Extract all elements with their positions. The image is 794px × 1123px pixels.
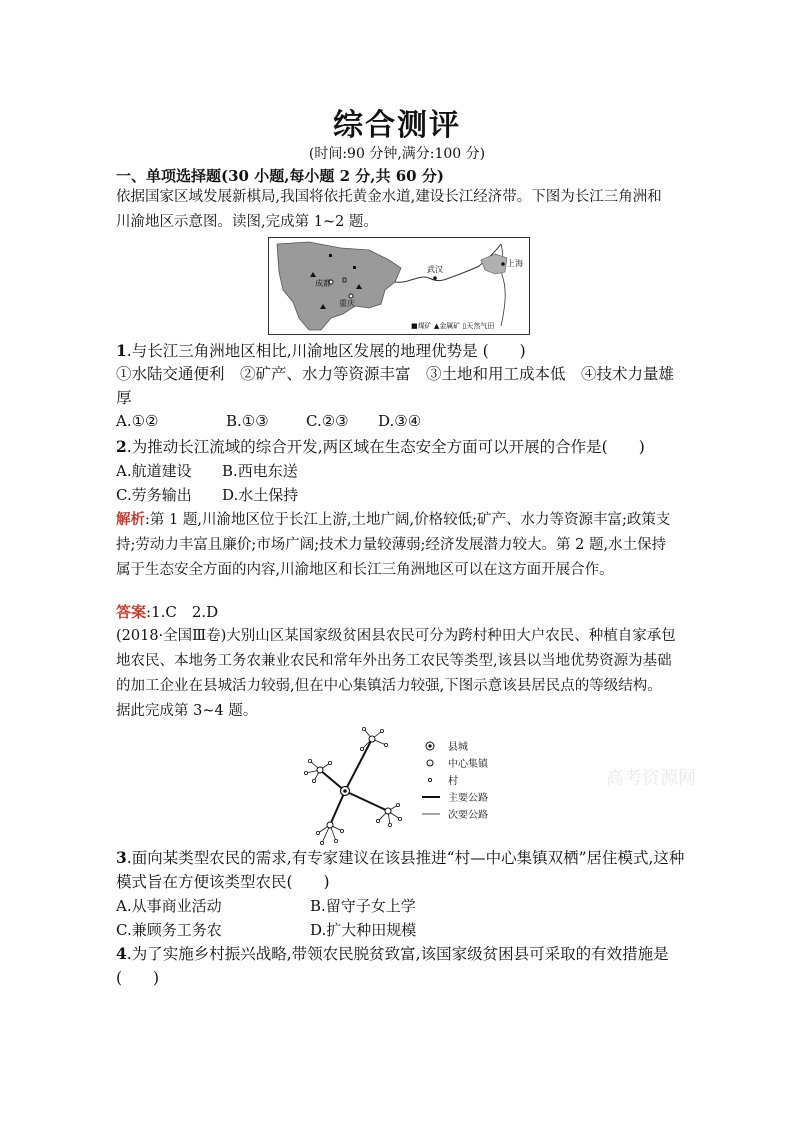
question-1 bbox=[116, 339, 686, 363]
page-title: 综合测评 bbox=[333, 108, 461, 143]
legend-coal: 煤矿 bbox=[417, 322, 432, 330]
county-seat-center bbox=[343, 789, 347, 793]
option-b[interactable]: B.①③ bbox=[226, 412, 269, 430]
option-d[interactable]: D.水土保持 bbox=[222, 486, 299, 504]
question-1-options bbox=[116, 412, 421, 430]
label-chongqing: 重庆 bbox=[339, 299, 355, 308]
metal-legend-icon: ▲ bbox=[433, 322, 440, 330]
option-b[interactable]: B.西电东送 bbox=[222, 462, 298, 480]
coal-marker bbox=[329, 254, 332, 257]
map-legend bbox=[411, 321, 494, 331]
option-a[interactable]: A.航道建设 bbox=[116, 462, 192, 480]
question-text: .为了实施乡村振兴战略,带领农民脱贫致富,该国家级贫困县可采取的有效措施是( ) bbox=[116, 945, 669, 987]
watermark: 高考资源网 bbox=[606, 768, 696, 789]
answer-label: 答案 bbox=[116, 603, 147, 621]
question-2-options-row2 bbox=[116, 484, 298, 505]
label-chengdu: 成都 bbox=[315, 279, 331, 288]
option-c[interactable]: C.②③ bbox=[306, 412, 349, 430]
question-3-options-row2 bbox=[116, 919, 416, 940]
shanghai-dot bbox=[501, 262, 505, 266]
legend-central-town: 中心集镇 bbox=[448, 759, 488, 770]
question-3-options-row1 bbox=[116, 895, 416, 916]
villages bbox=[304, 727, 401, 844]
legend-metal: 金属矿 bbox=[439, 322, 461, 330]
legend-main-road: 主要公路 bbox=[448, 793, 488, 804]
main-roads bbox=[320, 739, 388, 825]
diagram-legend bbox=[448, 739, 488, 824]
option-d[interactable]: D.扩大种田规模 bbox=[310, 921, 417, 939]
intro-paragraph-2: (2018·全国Ⅲ卷)大别山区某国家级贫困县农民可分为跨村种田大户农民、种植自家承包地农民、本地务工务农兼业农民和常年外出务工农民等类型,该县以当地优势资源为基础的加工企业在县城活力较弱,但在中心集镇活力较强,下图示意该县居民点的等级结构。据此完成第 3~4 题。 bbox=[116, 628, 676, 719]
settlement-network bbox=[300, 725, 420, 855]
analysis-text: :第 1 题,川渝地区位于长江上游,土地广阔,价格较低;矿产、水力等资源丰富;政策支持;劳动力丰富且廉价;市场广阔;技术力量较薄弱;经济发展潜力较大。第 2 题,水土保持属于生态安全方面的内容,川渝地区和长江三角洲地区可以在这方面开展合作。 bbox=[116, 512, 671, 578]
question-number: 1 bbox=[116, 341, 127, 360]
legend-village: 村 bbox=[448, 776, 458, 787]
question-2 bbox=[116, 435, 686, 459]
answer-block bbox=[116, 600, 676, 625]
intro-paragraph-1: 依据国家区域发展新棋局,我国将依托黄金水道,建设长江经济带。下图为长江三角洲和川渝地区示意图。读图,完成第 1~2 题。 bbox=[116, 189, 662, 230]
question-number: 3 bbox=[116, 848, 127, 867]
option-a[interactable]: A.从事商业活动 bbox=[116, 897, 222, 915]
settlement-diagram bbox=[300, 725, 510, 855]
label-wuhan: 武汉 bbox=[427, 265, 443, 274]
sichuan-chongqing-region bbox=[277, 242, 401, 330]
question-text: .与长江三角洲地区相比,川渝地区发展的地理优势是 ( ) bbox=[126, 342, 526, 360]
question-1-items: ①水陆交通便利 ②矿产、水力等资源丰富 ③土地和用工成本低 ④技术力量雄厚 bbox=[116, 365, 675, 407]
answer-text: :1.C 2.D bbox=[146, 603, 219, 621]
option-c[interactable]: C.劳务输出 bbox=[116, 486, 192, 504]
diagram-legend-symbols bbox=[422, 739, 446, 819]
legend-gas: 天然气田 bbox=[466, 322, 495, 330]
option-c[interactable]: C.兼顾务工务农 bbox=[116, 921, 222, 939]
exam-info: (时间:90 分钟,满分:100 分) bbox=[308, 146, 486, 162]
coal-marker bbox=[353, 266, 356, 269]
map-drawing bbox=[269, 238, 529, 334]
analysis-block bbox=[116, 507, 676, 583]
analysis-label: 解析 bbox=[116, 511, 145, 528]
question-4 bbox=[116, 942, 686, 990]
option-a[interactable]: A.①② bbox=[116, 412, 159, 430]
legend-secondary-road: 次要公路 bbox=[448, 810, 488, 821]
gas-legend-icon: ▯ bbox=[462, 322, 467, 330]
coal-legend-icon: ■ bbox=[411, 322, 418, 330]
question-text: .为推动长江流域的综合开发,两区域在生态安全方面可以开展的合作是( ) bbox=[126, 438, 645, 456]
option-d[interactable]: D.③④ bbox=[378, 412, 422, 430]
label-shanghai: 上海 bbox=[507, 259, 523, 268]
yangtze-map bbox=[268, 237, 530, 335]
question-2-options-row1 bbox=[116, 460, 298, 481]
question-3 bbox=[116, 846, 686, 894]
wuhan-dot bbox=[433, 276, 437, 280]
option-b[interactable]: B.留守子女上学 bbox=[310, 897, 416, 915]
question-number: 2 bbox=[116, 437, 127, 456]
section-heading: 一、单项选择题(30 小题,每小题 2 分,共 60 分) bbox=[116, 167, 444, 185]
towns bbox=[317, 736, 391, 828]
question-number: 4 bbox=[116, 944, 127, 963]
question-text: .面向某类型农民的需求,有专家建议在该县推进“村—中心集镇双栖”居住模式,这种模式旨在方便该类型农民( ) bbox=[116, 849, 685, 891]
legend-county-seat: 县城 bbox=[448, 742, 468, 753]
